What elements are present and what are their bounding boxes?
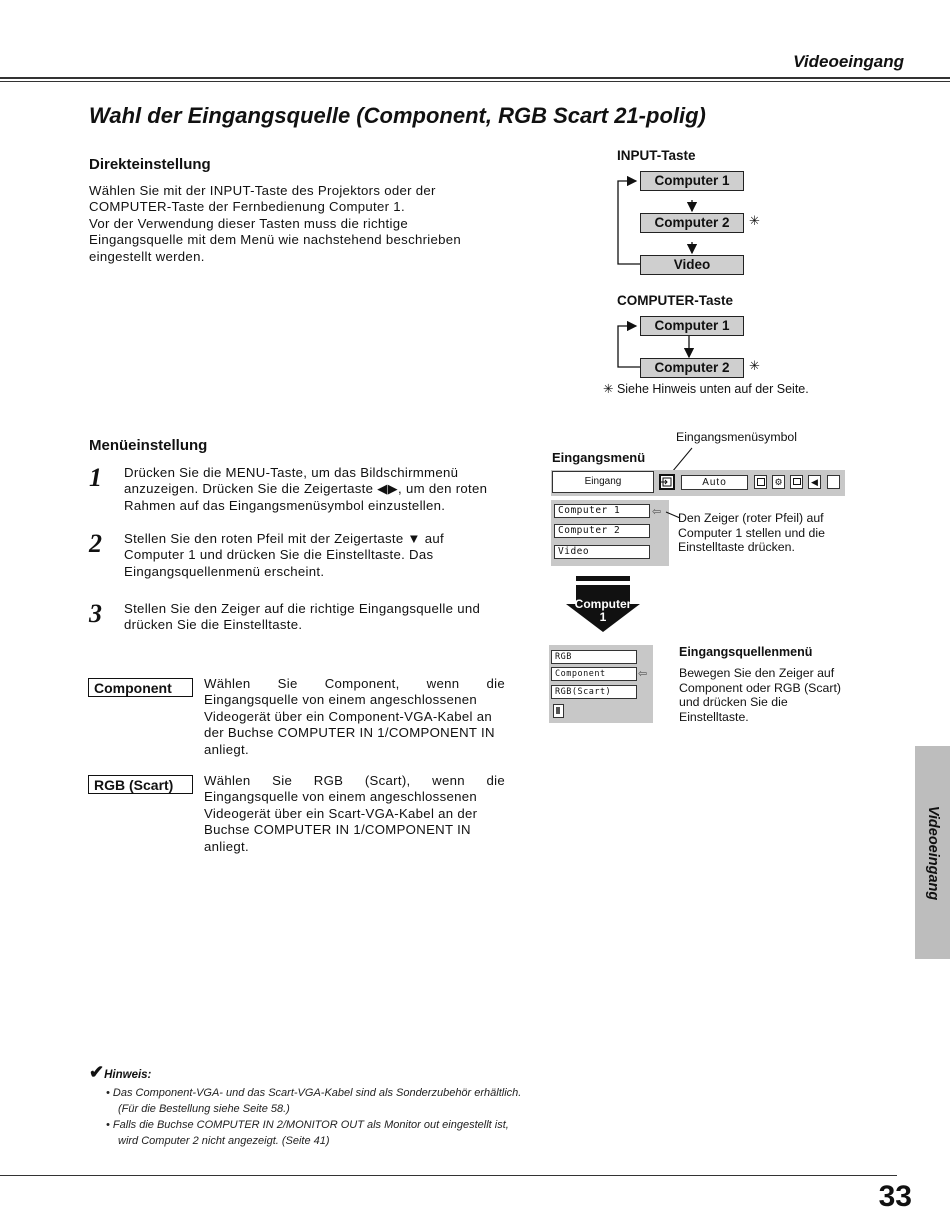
pointer-note-line-text: Den Zeiger (roter Pfeil) auf: [678, 511, 824, 525]
input-box-computer2: Computer 2: [640, 213, 744, 233]
input-icon[interactable]: [659, 474, 675, 490]
step-text: [124, 531, 505, 580]
option-label-rgb-scart: RGB (Scart): [88, 775, 193, 794]
option-line: Buchse COMPUTER IN 1/COMPONENT IN: [204, 822, 471, 838]
step-text: [124, 465, 505, 514]
menu-setting-heading: Menüeinstellung: [89, 437, 208, 454]
list-item-video[interactable]: Video: [554, 545, 650, 559]
note-line: (Für die Bestellung siehe Seite 58.): [118, 1103, 290, 1115]
list-item-computer1[interactable]: Computer 1: [554, 504, 650, 518]
osd-tab-eingang[interactable]: Eingang: [552, 471, 654, 493]
note-line: wird Computer 2 nicht angezeigt. (Seite 41): [118, 1135, 330, 1147]
side-tab-label: Videoeingang: [924, 805, 941, 900]
footer-rule: [0, 1175, 897, 1176]
source-menu-line: Bewegen Sie den Zeiger auf: [679, 666, 835, 680]
pointer-arrow-icon: ⇦: [652, 506, 662, 518]
source-menu-line: Einstelltaste.: [679, 709, 749, 724]
direct-paragraph: [89, 183, 505, 265]
diagram-footnote: ✳ Siehe Hinweis unten auf der Seite.: [603, 382, 809, 396]
option-line: Videogerät über ein Component-VGA-Kabel an: [204, 708, 493, 724]
step-line: anzuzeigen. Drücken Sie die Zeigertaste ◀▶, um den roten: [124, 481, 488, 497]
side-tab: [915, 746, 950, 959]
back-icon[interactable]: [553, 704, 564, 718]
asterisk-mark: ✳: [749, 213, 760, 228]
direct-line: eingestellt werden.: [89, 248, 205, 264]
note-item: • Falls die Buchse COMPUTER IN 2/MONITOR OUT als Monitor out eingestellt ist,: [106, 1119, 509, 1131]
page-number: 33: [878, 1180, 912, 1213]
option-line: Eingangsquelle von einem angeschlossenen: [204, 692, 478, 708]
list-item-rgb[interactable]: RGB: [551, 650, 637, 664]
note-item: • Das Component-VGA- und das Scart-VGA-Kabel sind als Sonderzubehör erhältlich.: [106, 1087, 522, 1099]
option-line: der Buchse COMPUTER IN 1/COMPONENT IN: [204, 725, 495, 741]
step-number: 1: [89, 463, 102, 492]
direct-heading: Direkteinstellung: [89, 156, 211, 173]
pointer-note: [678, 511, 848, 555]
option-line: Eingangsquelle von einem angeschlossenen: [204, 789, 478, 805]
down-arrow-icon: [566, 576, 640, 632]
pointer-note-line-text: Computer 1 stellen und die: [678, 525, 825, 540]
computer-diagram-title: COMPUTER-Taste: [617, 293, 734, 308]
header-rule-thin: [0, 81, 950, 82]
step-number: 3: [89, 599, 102, 628]
arrow-label: [566, 598, 640, 624]
section-header: Videoeingang: [793, 52, 904, 71]
picture-icon[interactable]: [790, 475, 803, 489]
source-menu-line: und drücken Sie die: [679, 695, 788, 709]
arrow-label-line: 1: [599, 610, 607, 624]
note-line: Das Component-VGA- und das Scart-VGA-Kabel sind als Sonderzubehör erhältlich.: [112, 1087, 522, 1099]
option-text-rgb-scart: [204, 773, 505, 855]
source-menu-text: [679, 666, 849, 724]
step-line: Drücken Sie die MENU-Taste, um das Bildschirmmenü: [124, 465, 459, 480]
step-line: Stellen Sie den roten Pfeil mit der Zeigertaste ▼ auf: [124, 531, 444, 546]
step-line: drücken Sie die Einstelltaste.: [124, 617, 303, 633]
list-item-component[interactable]: Component: [551, 667, 637, 681]
osd-source-list-2: [549, 645, 653, 723]
pointer-note-line-text: Einstelltaste drücken.: [678, 540, 795, 554]
osd-menu-bar: [551, 470, 845, 496]
input-box-computer1: Computer 1: [640, 171, 744, 191]
setting-icon[interactable]: [827, 475, 840, 489]
option-label-component: Component: [88, 678, 193, 697]
option-line: Wählen Sie Component, wenn die: [204, 676, 505, 691]
step-line: Rahmen auf das Eingangsmenüsymbol einzustellen.: [124, 497, 446, 513]
input-menu-label: Eingangsmenü: [552, 450, 646, 465]
sound-icon[interactable]: ◀: [808, 475, 821, 489]
list-item-rgb-scart[interactable]: RGB(Scart): [551, 685, 637, 699]
source-menu-line: Component oder RGB (Scart): [679, 680, 841, 695]
menu-symbol-label: Eingangsmenüsymbol: [676, 430, 797, 444]
option-line: Videogerät über ein Scart-VGA-Kabel an der: [204, 805, 478, 821]
image-icon[interactable]: ⚙: [772, 475, 785, 489]
osd-auto-field[interactable]: Auto: [681, 475, 748, 490]
computer-box-computer2: Computer 2: [640, 358, 744, 378]
pointer-arrow-icon: ⇦: [638, 668, 648, 680]
arrow-label-line: Computer: [574, 597, 632, 611]
input-box-video: Video: [640, 255, 744, 275]
source-menu-title: Eingangsquellenmenü: [679, 645, 813, 659]
step-text: [124, 601, 505, 634]
step-line: Stellen Sie den Zeiger auf die richtige Eingangsquelle und: [124, 601, 481, 616]
note-block: [89, 1062, 521, 1149]
direct-line: Vor der Verwendung dieser Tasten muss die richtige: [89, 215, 408, 231]
screen-icon[interactable]: [754, 475, 767, 489]
asterisk-mark: ✳: [749, 358, 760, 373]
list-item-computer2[interactable]: Computer 2: [554, 524, 650, 538]
option-line: anliegt.: [204, 838, 249, 854]
note-title: Hinweis:: [104, 1069, 152, 1081]
option-line: anliegt.: [204, 741, 249, 757]
page-title: Wahl der Eingangsquelle (Component, RGB Scart 21-polig): [89, 103, 706, 128]
step-line: Computer 1 und drücken Sie die Einstelltaste. Das: [124, 547, 434, 563]
option-line: Wählen Sie RGB (Scart), wenn die: [204, 773, 505, 788]
step-number: 2: [89, 529, 102, 558]
input-diagram-title: INPUT-Taste: [617, 148, 696, 163]
direct-line: Eingangsquelle mit dem Menü wie nachstehend beschrieben: [89, 232, 462, 248]
option-text-component: [204, 676, 505, 758]
osd-source-list-1: [551, 500, 669, 566]
computer-box-computer1: Computer 1: [640, 316, 744, 336]
note-line: Falls die Buchse COMPUTER IN 2/MONITOR OUT als Monitor out eingestellt ist,: [112, 1119, 509, 1131]
direct-line: COMPUTER-Taste der Fernbedienung Computer 1.: [89, 199, 405, 215]
direct-line: Wählen Sie mit der INPUT-Taste des Projektors oder der: [89, 183, 436, 198]
step-line: Eingangsquellenmenü erscheint.: [124, 563, 325, 579]
checkmark-icon: ✔: [89, 1062, 105, 1082]
header-rule: [0, 77, 950, 79]
